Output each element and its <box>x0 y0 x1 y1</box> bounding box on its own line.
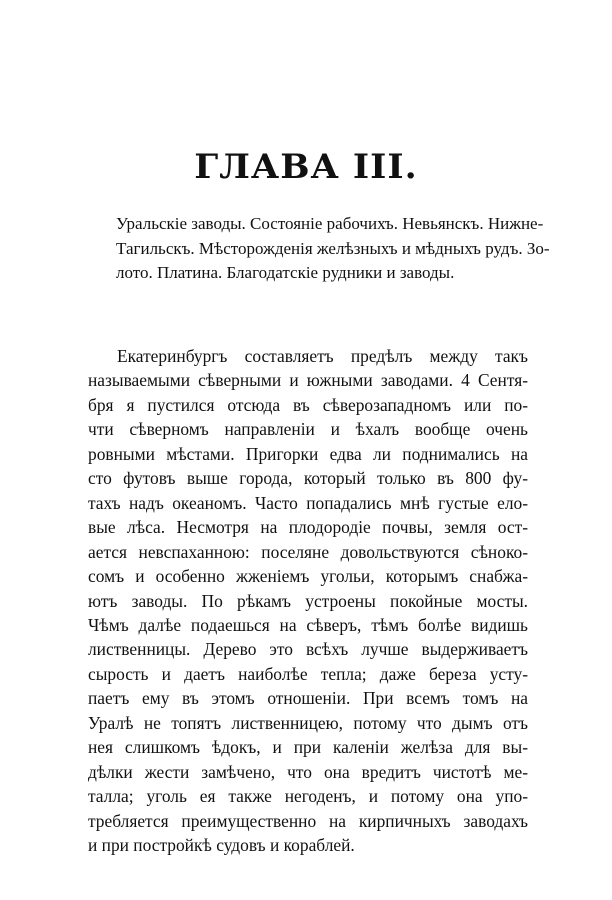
body-line: чти сѣверномъ направленіи и ѣхалъ вообще очень <box>88 419 528 440</box>
body-line: сто футовъ выше города, который только въ 800 фу- <box>88 468 528 489</box>
body-line: Екатеринбургъ составляетъ предѣлъ между такъ <box>117 346 528 366</box>
summary-line: Тагильскъ. Мѣсторожденія желѣзныхъ и мѣдныхъ рудъ. Зо- <box>116 238 550 258</box>
body-line: бря я пустился отсюда въ сѣверозападномъ или по- <box>88 394 528 415</box>
body-line: сомъ и особенно жженіемъ угольи, которымъ снабжа- <box>88 566 528 587</box>
body-line: ютъ заводы. По рѣкамъ устроены покойные мосты. <box>88 590 528 611</box>
body-line: ается невспаханною: поселяне довольствуются сѣноко- <box>88 541 528 562</box>
body-line: называемыми сѣверными и южными заводами. 4 Сентя- <box>88 370 528 391</box>
summary-line: Уральскіе заводы. Состояніе рабочихъ. Невьянскъ. Нижне- <box>116 214 544 233</box>
body-line: лиственницы. Дерево это всѣхъ лучше выдерживаетъ <box>88 639 528 660</box>
body-line: паетъ ему въ этомъ отношеніи. При всемъ томъ на <box>88 688 528 709</box>
body-line: и при постройкѣ судовъ и кораблей. <box>88 835 355 856</box>
body-line: тахъ надъ океаномъ. Часто попадались мнѣ густые ело- <box>88 492 528 513</box>
chapter-title: ГЛАВА III. <box>194 147 418 187</box>
body-line: талла; уголь ея также негоденъ, и потому она упо- <box>88 786 528 807</box>
body-line: вые лѣса. Несмотря на плодородіе почвы, земля ост- <box>88 517 528 538</box>
chapter-summary <box>116 212 550 286</box>
body-line: дѣлки жести замѣчено, что она вредитъ чистотѣ ме- <box>88 761 528 782</box>
summary-line: лото. Платина. Благодатскіе рудники и заводы. <box>116 263 455 282</box>
body-line: Уралѣ не топятъ лиственницею, потому что дымъ отъ <box>88 712 528 733</box>
body-line: ровными мѣстами. Пригорки едва ли поднимались на <box>88 443 528 464</box>
body-line: нея слишкомъ ѣдокъ, и при каленіи желѣза для вы- <box>88 737 528 758</box>
body-line: требляется преимущественно на кирпичныхъ заводахъ <box>88 810 528 831</box>
body-paragraph <box>88 344 528 858</box>
body-line: Чѣмъ далѣе подаешься на сѣверъ, тѣмъ болѣе видишь <box>88 614 528 635</box>
body-line: сырость и даетъ наиболѣе тепла; даже береза усту- <box>88 663 528 684</box>
